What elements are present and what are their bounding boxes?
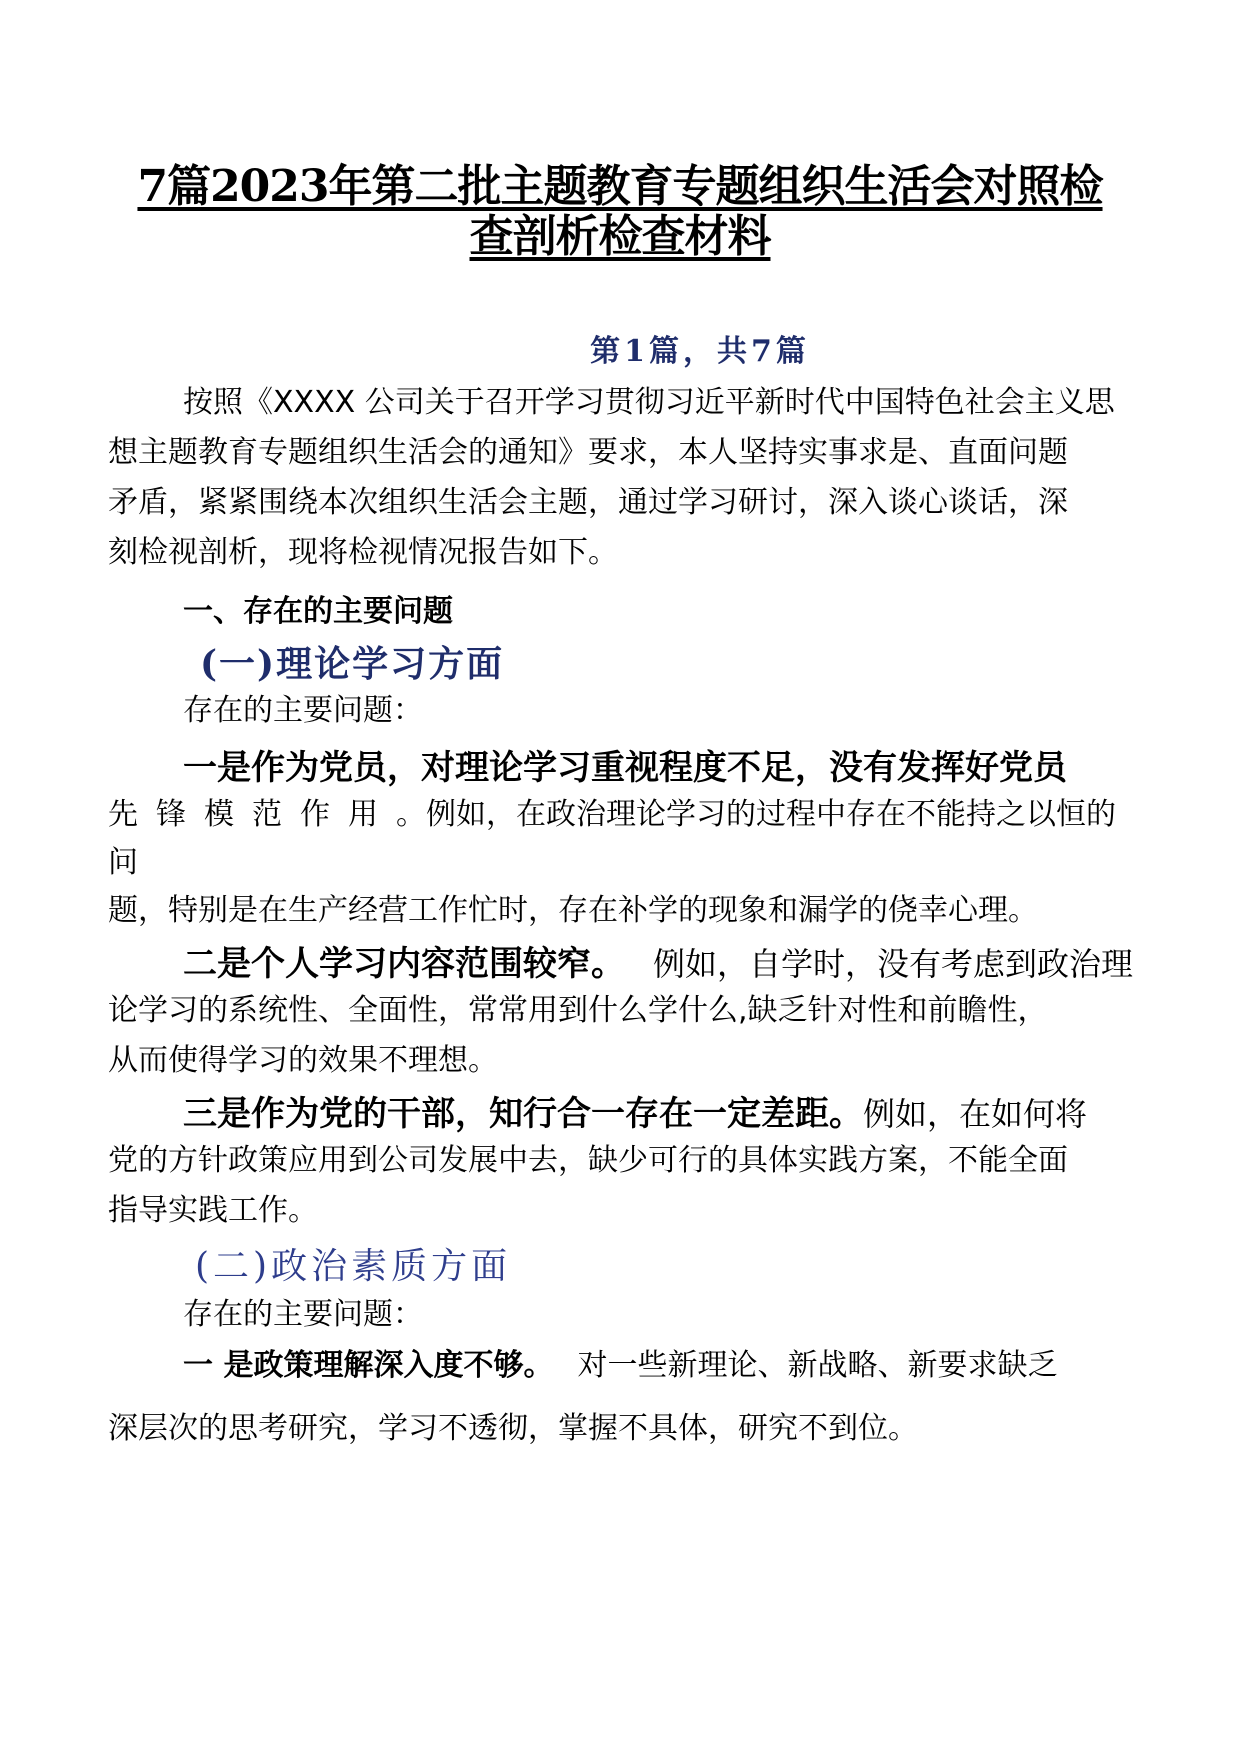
theory-item-2-tail: 例如，自学时，没有考虑到政治理 xyxy=(653,945,1134,983)
subsection-lead-politics: 存在的主要问题： xyxy=(183,1297,423,1332)
politics-item-1-tail: 对一些新理论、新战略、新要求缺乏 xyxy=(577,1348,1058,1383)
theory-item-3-tail: 例如，在如何将 xyxy=(863,1095,1088,1133)
intro-line-3: 矛盾，紧紧围绕本次组织生活会主题，通过学习研讨，深入谈心谈话，深 xyxy=(108,485,1068,520)
intro-line-4: 刻检视剖析，现将检视情况报告如下。 xyxy=(108,535,618,570)
intro-line-1: 按照《XXXX 公司关于召开学习贯彻习近平新时代中国特色社会主义思 xyxy=(183,385,1115,420)
theory-item-2-line-3: 从而使得学习的效果不理想。 xyxy=(108,1043,498,1078)
section-heading-problems: 一、存在的主要问题 xyxy=(183,594,453,629)
theory-item-1-heading: 一是作为党员，对理论学习重视程度不足，没有发挥好党员 xyxy=(183,748,1067,788)
document-title xyxy=(100,162,1140,262)
subsection-lead-theory: 存在的主要问题： xyxy=(183,693,423,728)
theory-item-3-line-1 xyxy=(183,1086,1087,1135)
theory-item-1-line-3: 问 xyxy=(108,845,138,880)
theory-item-1-line-4: 题，特别是在生产经营工作忙时，存在补学的现象和漏学的侥幸心理。 xyxy=(108,893,1038,928)
document-subtitle: 第1篇，共7篇 xyxy=(590,334,810,369)
politics-item-1-line-2: 深层次的思考研究，学习不透彻，掌握不具体，研究不到位。 xyxy=(108,1411,918,1446)
politics-item-1-line-1 xyxy=(183,1340,1057,1391)
theory-item-2-heading: 二是个人学习内容范围较窄。 xyxy=(183,944,625,984)
title-line-1: 7篇2023年第二批主题教育专题组织生活会对照检 xyxy=(137,161,1103,212)
theory-item-3-line-3: 指导实践工作。 xyxy=(108,1193,318,1228)
subsection-heading-theory: (一)理论学习方面 xyxy=(200,643,505,685)
politics-item-1-heading: 一 是政策理解深入度不够。 xyxy=(183,1348,554,1383)
title-line-2: 查剖析检查材料 xyxy=(469,211,771,262)
intro-line-2: 想主题教育专题组织生活会的通知》要求，本人坚持实事求是、直面问题 xyxy=(108,435,1068,470)
theory-item-3-heading: 三是作为党的干部，知行合一存在一定差距。 xyxy=(183,1094,863,1134)
subsection-heading-politics: (二)政治素质方面 xyxy=(195,1246,512,1287)
theory-item-1-spaced-text: 先锋模范作用 xyxy=(108,797,396,832)
theory-item-1-line-2 xyxy=(108,790,1116,840)
theory-item-1-line-2-tail: 。例如，在政治理论学习的过程中存在不能持之以恒的 xyxy=(396,797,1116,832)
theory-item-2-line-2: 论学习的系统性、全面性，常常用到什么学什么,缺乏针对性和前瞻性， xyxy=(108,993,1048,1028)
theory-item-2-line-1 xyxy=(183,936,1133,985)
theory-item-3-line-2: 党的方针政策应用到公司发展中去，缺少可行的具体实践方案，不能全面 xyxy=(108,1143,1068,1178)
